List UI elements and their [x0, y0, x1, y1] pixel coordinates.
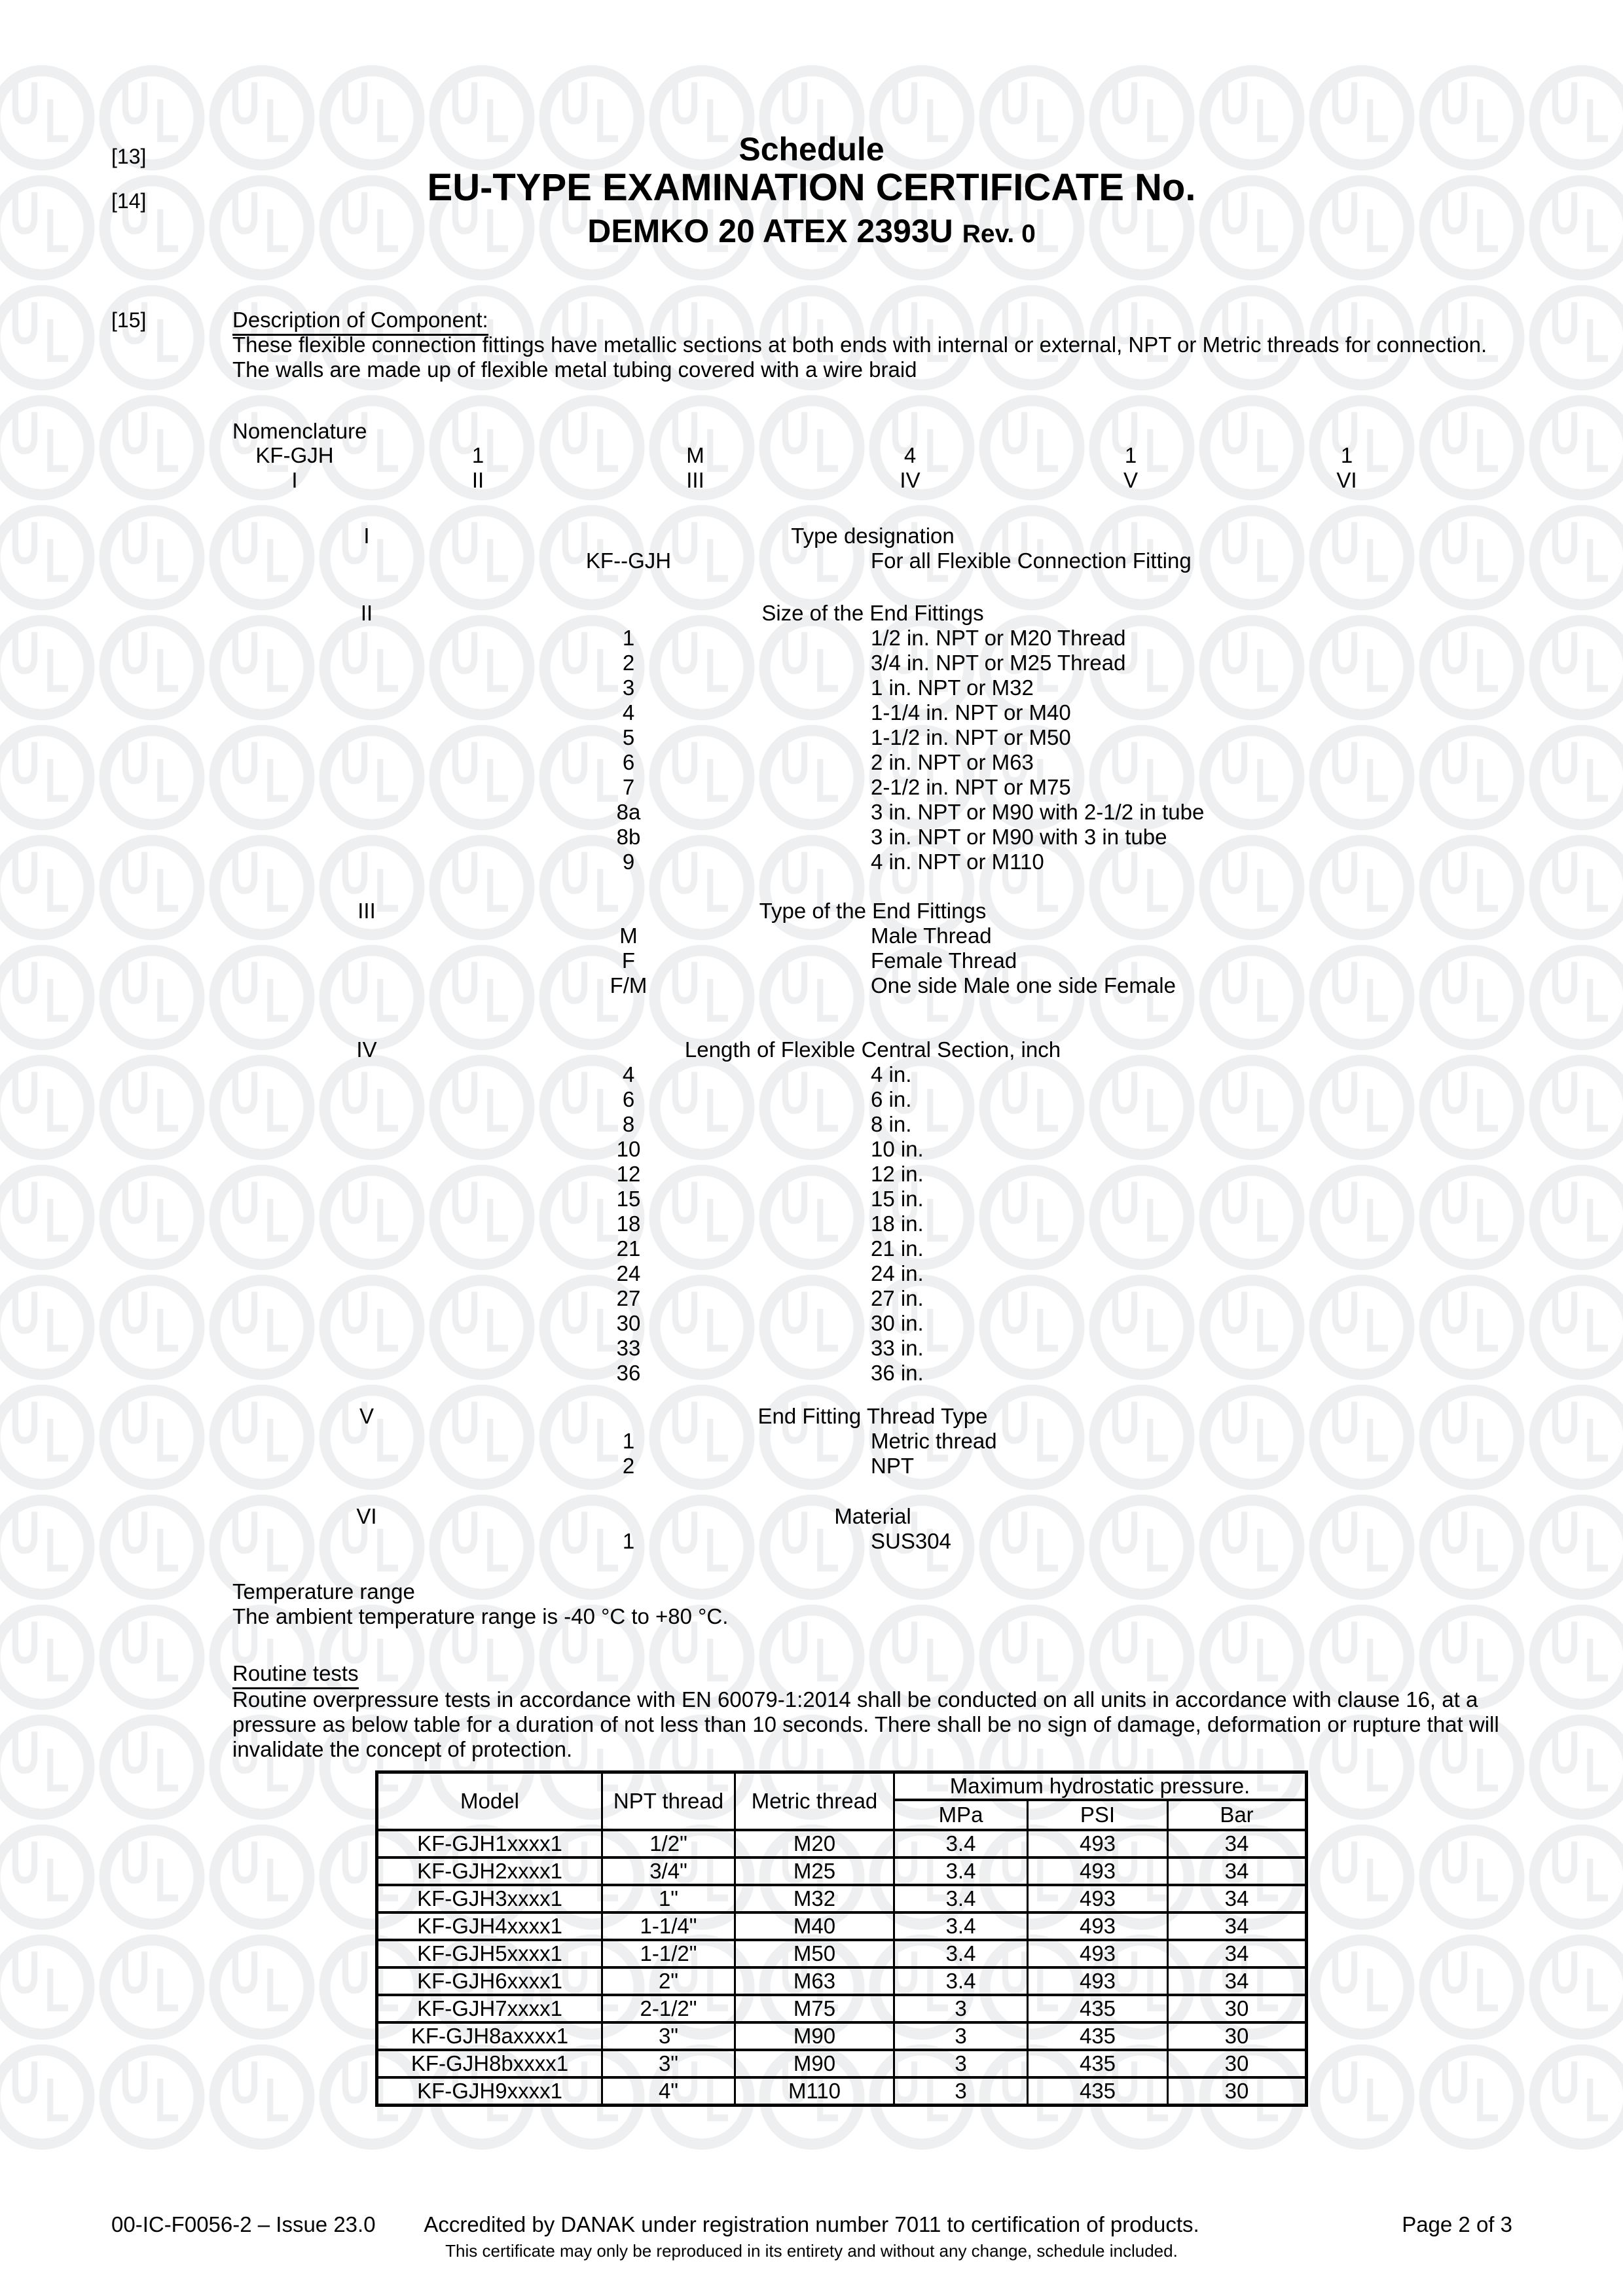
- description-line-1: These flexible connection fittings have metallic sections at both ends with internal or external, NPT or Metric threads for connection.: [232, 332, 1487, 357]
- nomenclature-code: 1: [1340, 443, 1353, 467]
- item-desc: For all Flexible Connection Fitting: [871, 548, 1192, 573]
- nomenclature-numeral: III: [686, 468, 704, 492]
- table-cell: 34: [1168, 1857, 1307, 1885]
- table-header-row-1: [377, 1772, 1307, 1801]
- item-code: 2: [622, 1454, 635, 1478]
- item-code: 3: [622, 675, 635, 700]
- item-code: 2: [622, 651, 635, 675]
- table-cell: 435: [1028, 2077, 1168, 2106]
- item-desc: Metric thread: [871, 1429, 997, 1453]
- table-cell: M25: [735, 1857, 894, 1885]
- section-title: Length of Flexible Central Section, inch: [684, 1037, 1061, 1062]
- nomenclature-heading: Nomenclature: [232, 419, 367, 443]
- description-heading-text: Description of Component:: [232, 308, 488, 336]
- table-row: [377, 2022, 1307, 2050]
- table-cell: M63: [735, 1967, 894, 1995]
- item-code: 27: [616, 1286, 641, 1310]
- table-cell: 2": [602, 1967, 735, 1995]
- table-row: [377, 1857, 1307, 1885]
- section-title: End Fitting Thread Type: [757, 1404, 988, 1428]
- item-desc: 2-1/2 in. NPT or M75: [871, 775, 1071, 799]
- table-cell: KF-GJH3xxxx1: [377, 1885, 602, 1912]
- item-code: F: [621, 948, 636, 973]
- table-cell: 34: [1168, 1885, 1307, 1912]
- table-cell: 34: [1168, 1967, 1307, 1995]
- table-cell: 493: [1028, 1912, 1168, 1940]
- table-cell: M20: [735, 1830, 894, 1857]
- table-cell: 3: [894, 2022, 1028, 2050]
- item-code: 12: [616, 1162, 641, 1186]
- item-desc: 4 in. NPT or M110: [871, 850, 1044, 874]
- item-code: 5: [622, 725, 635, 749]
- item-code: 7: [622, 775, 635, 799]
- item-code: 6: [622, 750, 635, 774]
- schedule-title: Schedule: [739, 131, 884, 168]
- section-numeral: VI: [356, 1504, 377, 1528]
- table-cell: M90: [735, 2050, 894, 2077]
- item-code: 8: [622, 1112, 635, 1136]
- section-numeral: IV: [356, 1037, 377, 1062]
- table-cell: M110: [735, 2077, 894, 2106]
- nomenclature-numeral: V: [1123, 468, 1138, 492]
- table-cell: 3.4: [894, 1857, 1028, 1885]
- header-npt-thread: NPT thread: [602, 1772, 735, 1831]
- description-line-2: The walls are made up of flexible metal tubing covered with a wire braid: [232, 357, 917, 382]
- item-desc: 30 in.: [871, 1311, 924, 1335]
- item-code: M: [619, 924, 638, 948]
- item-desc: 3/4 in. NPT or M25 Thread: [871, 651, 1126, 675]
- table-cell: 3: [894, 2077, 1028, 2106]
- section-title: Type of the End Fittings: [759, 899, 987, 923]
- item-desc: 21 in.: [871, 1236, 924, 1261]
- header-mpa: MPa: [894, 1800, 1028, 1830]
- table-cell: 34: [1168, 1830, 1307, 1857]
- table-cell: 435: [1028, 2050, 1168, 2077]
- footer-page-number: Page 2 of 3: [1402, 2212, 1512, 2236]
- item-desc: 1-1/2 in. NPT or M50: [871, 725, 1071, 749]
- item-code: F/M: [610, 973, 647, 997]
- table-row: [377, 1830, 1307, 1857]
- table-cell: 493: [1028, 1967, 1168, 1995]
- item-code: 18: [616, 1211, 641, 1236]
- table-cell: 435: [1028, 1995, 1168, 2022]
- table-cell: 3.4: [894, 1940, 1028, 1967]
- table-cell: KF-GJH2xxxx1: [377, 1857, 602, 1885]
- table-cell: 30: [1168, 1995, 1307, 2022]
- item-desc: Male Thread: [871, 924, 992, 948]
- item-code: 8b: [616, 825, 641, 849]
- item-code: KF--GJH: [585, 548, 672, 573]
- item-desc: 1-1/4 in. NPT or M40: [871, 700, 1071, 725]
- table-cell: 30: [1168, 2077, 1307, 2106]
- item-desc: 1/2 in. NPT or M20 Thread: [871, 626, 1126, 650]
- item-code: 36: [616, 1361, 641, 1385]
- table-cell: 30: [1168, 2050, 1307, 2077]
- section-numeral: II: [360, 601, 373, 625]
- table-cell: M32: [735, 1885, 894, 1912]
- item-desc: 4 in.: [871, 1062, 912, 1086]
- item-code: 10: [616, 1137, 641, 1161]
- item-desc: 10 in.: [871, 1137, 924, 1161]
- margin-tag-13: [13]: [111, 145, 147, 168]
- header-max-hydrostatic-pressure: Maximum hydrostatic pressure.: [894, 1772, 1307, 1801]
- table-cell: KF-GJH8bxxxx1: [377, 2050, 602, 2077]
- footer-document-id: 00-IC-F0056-2 – Issue 23.0: [111, 2212, 376, 2236]
- section-numeral: V: [359, 1404, 374, 1428]
- item-desc: NPT: [871, 1454, 914, 1478]
- margin-tag-15: [15]: [111, 308, 147, 332]
- item-desc: 8 in.: [871, 1112, 912, 1136]
- header-metric-thread: Metric thread: [735, 1772, 894, 1831]
- nomenclature-code: M: [686, 443, 704, 467]
- routine-tests-heading: [232, 1661, 359, 1686]
- table-cell: 3.4: [894, 1830, 1028, 1857]
- table-cell: 493: [1028, 1885, 1168, 1912]
- item-code: 4: [622, 700, 635, 725]
- item-desc: 12 in.: [871, 1162, 924, 1186]
- table-cell: 3: [894, 2050, 1028, 2077]
- item-code: 9: [622, 850, 635, 874]
- item-desc: 33 in.: [871, 1336, 924, 1360]
- nomenclature-code: 4: [903, 443, 917, 467]
- table-cell: 3.4: [894, 1912, 1028, 1940]
- footer-reproduction-note: This certificate may only be reproduced in its entirety and without any change, schedule included.: [445, 2241, 1178, 2261]
- nomenclature-numeral: II: [471, 468, 484, 492]
- item-code: 33: [616, 1336, 641, 1360]
- item-desc: Female Thread: [871, 948, 1017, 973]
- pressure-table: [375, 1770, 1308, 2107]
- table-cell: KF-GJH1xxxx1: [377, 1830, 602, 1857]
- nomenclature-numeral: IV: [900, 468, 921, 492]
- routine-tests-heading-text: Routine tests: [232, 1661, 359, 1689]
- section-title: Type designation: [791, 524, 955, 548]
- table-cell: 493: [1028, 1857, 1168, 1885]
- item-code: 8a: [616, 800, 641, 824]
- table-cell: 493: [1028, 1830, 1168, 1857]
- item-desc: 3 in. NPT or M90 with 3 in tube: [871, 825, 1167, 849]
- table-cell: 34: [1168, 1912, 1307, 1940]
- certificate-revision: Rev. 0: [962, 220, 1036, 248]
- nomenclature-code: 1: [471, 443, 484, 467]
- table-row: [377, 2077, 1307, 2106]
- section-numeral: III: [357, 899, 376, 923]
- table-cell: 3": [602, 2022, 735, 2050]
- nomenclature-code: 1: [1124, 443, 1137, 467]
- item-desc: 15 in.: [871, 1187, 924, 1211]
- table-cell: KF-GJH8axxxx1: [377, 2022, 602, 2050]
- item-code: 1: [622, 626, 635, 650]
- table-cell: 4": [602, 2077, 735, 2106]
- footer-accreditation: Accredited by DANAK under registration number 7011 to certification of products.: [424, 2212, 1199, 2236]
- item-desc: 3 in. NPT or M90 with 2-1/2 in tube: [871, 800, 1205, 824]
- table-row: [377, 2050, 1307, 2077]
- section-numeral: I: [363, 524, 370, 548]
- table-row: [377, 1912, 1307, 1940]
- nomenclature-code: KF-GJH: [255, 443, 334, 467]
- margin-tag-14: [14]: [111, 189, 147, 213]
- table-cell: 34: [1168, 1940, 1307, 1967]
- section-title: Size of the End Fittings: [761, 601, 984, 625]
- table-cell: 1/2": [602, 1830, 735, 1857]
- item-desc: 27 in.: [871, 1286, 924, 1310]
- item-desc: 6 in.: [871, 1087, 912, 1111]
- item-desc: SUS304: [871, 1529, 951, 1553]
- item-desc: 18 in.: [871, 1211, 924, 1236]
- item-code: 15: [616, 1187, 641, 1211]
- table-cell: KF-GJH9xxxx1: [377, 2077, 602, 2106]
- item-code: 4: [622, 1062, 635, 1086]
- header-bar: Bar: [1168, 1800, 1307, 1830]
- table-cell: 1-1/2": [602, 1940, 735, 1967]
- table-row: [377, 1967, 1307, 1995]
- table-cell: 1-1/4": [602, 1912, 735, 1940]
- table-row: [377, 1995, 1307, 2022]
- table-cell: 30: [1168, 2022, 1307, 2050]
- table-cell: 2-1/2": [602, 1995, 735, 2022]
- table-cell: M50: [735, 1940, 894, 1967]
- header-psi: PSI: [1028, 1800, 1168, 1830]
- nomenclature-numeral: VI: [1336, 468, 1357, 492]
- table-cell: 3": [602, 2050, 735, 2077]
- certificate-number-main: DEMKO 20 ATEX 2393U: [587, 213, 953, 249]
- item-code: 21: [616, 1236, 641, 1261]
- table-cell: 493: [1028, 1940, 1168, 1967]
- item-code: 30: [616, 1311, 641, 1335]
- table-cell: 3/4": [602, 1857, 735, 1885]
- table-cell: KF-GJH6xxxx1: [377, 1967, 602, 1995]
- table-row: [377, 1885, 1307, 1912]
- temperature-range-heading: Temperature range: [232, 1579, 415, 1604]
- routine-tests-line-1: Routine overpressure tests in accordance with EN 60079-1:2014 shall be conducted on all units in accordance with clause 16, at a: [232, 1687, 1478, 1712]
- table-cell: 435: [1028, 2022, 1168, 2050]
- item-code: 1: [622, 1529, 635, 1553]
- item-desc: 2 in. NPT or M63: [871, 750, 1034, 774]
- table-cell: 3.4: [894, 1885, 1028, 1912]
- table-cell: 3.4: [894, 1967, 1028, 1995]
- routine-tests-line-3: invalidate the concept of protection.: [232, 1737, 573, 1761]
- item-code: 24: [616, 1261, 641, 1285]
- table-cell: M40: [735, 1912, 894, 1940]
- section-title: Material: [834, 1504, 911, 1528]
- item-desc: 36 in.: [871, 1361, 924, 1385]
- table-cell: KF-GJH4xxxx1: [377, 1912, 602, 1940]
- table-cell: M75: [735, 1995, 894, 2022]
- table-cell: 1": [602, 1885, 735, 1912]
- item-desc: One side Male one side Female: [871, 973, 1176, 997]
- table-cell: KF-GJH7xxxx1: [377, 1995, 602, 2022]
- item-desc: 24 in.: [871, 1261, 924, 1285]
- table-cell: 3: [894, 1995, 1028, 2022]
- temperature-range-value: The ambient temperature range is -40 °C to +80 °C.: [232, 1604, 729, 1628]
- header-model: Model: [377, 1772, 602, 1831]
- item-code: 1: [622, 1429, 635, 1453]
- certificate-title: EU-TYPE EXAMINATION CERTIFICATE No.: [427, 166, 1196, 209]
- item-code: 6: [622, 1087, 635, 1111]
- table-cell: M90: [735, 2022, 894, 2050]
- table-cell: KF-GJH5xxxx1: [377, 1940, 602, 1967]
- item-desc: 1 in. NPT or M32: [871, 675, 1034, 700]
- table-row: [377, 1940, 1307, 1967]
- nomenclature-numeral: I: [291, 468, 298, 492]
- routine-tests-line-2: pressure as below table for a duration of not less than 10 seconds. There shall be no sign of damage, deformation or rupture that will: [232, 1712, 1499, 1736]
